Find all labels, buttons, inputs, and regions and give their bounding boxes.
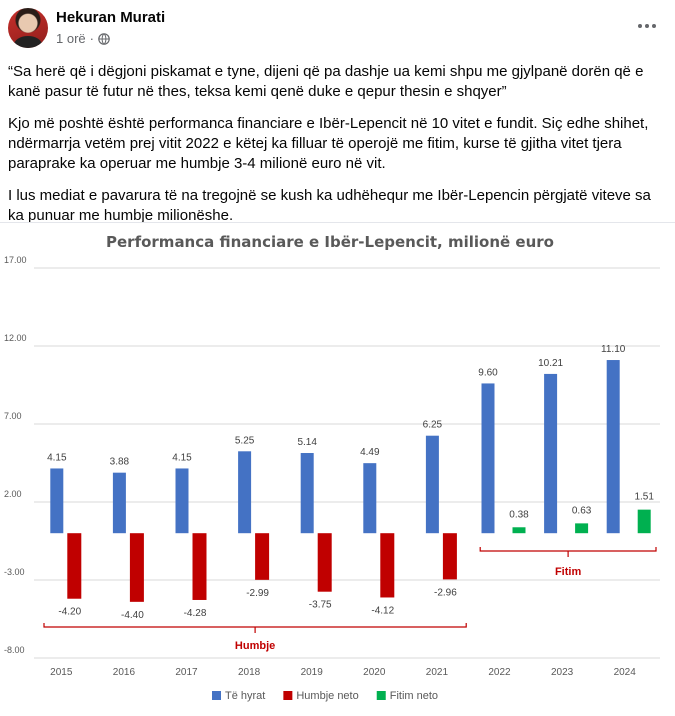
data-label-revenue-2024: 11.10 — [601, 344, 626, 356]
x-tick-label-2017: 2017 — [175, 667, 198, 678]
data-label-revenue-2015: 4.15 — [47, 452, 67, 464]
x-tick-label-2021: 2021 — [425, 667, 449, 678]
financial-performance-chart — [0, 223, 675, 716]
data-label-profit-2024: 1.51 — [634, 491, 654, 503]
data-label-loss-2019: -3.75 — [308, 599, 332, 611]
x-tick-label-2024: 2024 — [613, 667, 636, 678]
bar-revenue-2017 — [176, 468, 189, 533]
data-label-revenue-2020: 4.49 — [360, 447, 380, 459]
data-label-profit-2023: 0.63 — [571, 505, 592, 517]
post-paragraph-3: I lus mediat e pavarura të na tregojnë se kush ka udhëhequr me Ibër-Lepencin përgjatë viteve sa ka punuar me humbje milionëshe. — [8, 187, 651, 224]
data-label-revenue-2022: 9.60 — [478, 367, 498, 379]
post-paragraph-1: “Sa herë që i dëgjoni piskamat e tyne, dijeni që pa dashje ua kemi shpu me gjylpanë dorën që e kanë pasur të futur në thes, teksa kemi qenë duke e qepur thesin e shqyer” — [8, 63, 644, 100]
bar-revenue-2021 — [426, 436, 439, 534]
legend-label-1: Të hyrat — [225, 690, 266, 702]
bar-revenue-2016 — [113, 473, 126, 534]
post-header — [0, 0, 675, 58]
data-label-loss-2017: -4.28 — [183, 607, 207, 619]
y-tick-label: -8.00 — [4, 645, 25, 655]
data-label-revenue-2016: 3.88 — [109, 456, 130, 468]
data-label-revenue-2017: 4.15 — [172, 452, 192, 464]
x-tick-label-2019: 2019 — [300, 667, 323, 678]
globe-icon[interactable] — [98, 33, 110, 45]
bar-revenue-2022 — [482, 383, 495, 533]
legend-swatch-1 — [212, 691, 221, 700]
y-tick-label: -3.00 — [4, 567, 25, 577]
bar-revenue-2023 — [544, 374, 557, 533]
data-label-revenue-2023: 10.21 — [538, 357, 564, 369]
data-label-loss-2015: -4.20 — [58, 606, 82, 618]
meta-separator: · — [89, 31, 94, 46]
avatar[interactable] — [8, 8, 48, 48]
bar-revenue-2024 — [607, 360, 620, 533]
bar-revenue-2015 — [50, 468, 63, 533]
y-tick-label: 12.00 — [4, 333, 27, 343]
data-label-revenue-2021: 6.25 — [422, 419, 443, 431]
y-tick-label: 7.00 — [4, 411, 22, 421]
annotation-bracket-1 — [44, 623, 466, 633]
bar-profit-2024 — [638, 510, 651, 534]
bar-loss-2019 — [318, 533, 332, 592]
bar-loss-2018 — [255, 533, 269, 580]
bar-loss-2020 — [380, 533, 394, 597]
post-time[interactable]: 1 orë — [56, 31, 86, 46]
data-label-revenue-2018: 5.25 — [234, 435, 255, 447]
post-meta — [56, 31, 110, 46]
data-label-loss-2016: -4.40 — [121, 609, 144, 621]
annotation-label-2: Fitim — [554, 566, 582, 578]
bar-profit-2022 — [513, 527, 526, 533]
x-tick-label-2020: 2020 — [363, 667, 386, 678]
chart-title: Performanca financiare e Ibër-Lepencit, milionë euro — [106, 233, 554, 251]
author-name[interactable]: Hekuran Murati — [56, 9, 166, 26]
chart-image[interactable] — [0, 222, 675, 716]
annotation-label-1: Humbje — [234, 640, 276, 652]
x-tick-label-2022: 2022 — [488, 667, 511, 678]
data-label-revenue-2019: 5.14 — [297, 437, 317, 449]
post-paragraph-2: Kjo më poshtë është performanca financiare e Ibër-Lepencit në 10 vitet e fundit. Siç edhe shihet, ndërmarrja vetëm prej vitit 2022 e këtej ka filluar të operojë me fitim, kurse të gjitha vitet tjera paraprake ka operuar me humbje 3-4 milionë euro në vit. — [8, 115, 649, 172]
annotation-bracket-2 — [480, 547, 656, 557]
post-text — [8, 62, 668, 238]
legend-swatch-2 — [283, 691, 292, 700]
bar-revenue-2020 — [363, 463, 376, 533]
y-tick-label: 17.00 — [4, 255, 27, 265]
x-tick-label-2016: 2016 — [112, 667, 136, 678]
data-label-profit-2022: 0.38 — [509, 509, 529, 521]
x-tick-label-2015: 2015 — [50, 667, 73, 678]
more-options-button[interactable] — [633, 14, 661, 38]
bar-revenue-2019 — [301, 453, 314, 533]
y-tick-label: 2.00 — [4, 489, 22, 499]
bar-revenue-2018 — [238, 451, 251, 533]
data-label-loss-2018: -2.99 — [246, 587, 269, 599]
bar-loss-2015 — [67, 533, 81, 599]
x-tick-label-2018: 2018 — [237, 667, 261, 678]
legend-label-3: Fitim neto — [389, 690, 439, 702]
more-options-icon — [638, 24, 642, 28]
legend-label-2: Humbje neto — [296, 690, 359, 702]
legend-swatch-3 — [377, 691, 386, 700]
data-label-loss-2021: -2.96 — [434, 587, 457, 599]
bar-profit-2023 — [575, 523, 588, 533]
bar-loss-2021 — [443, 533, 457, 579]
bar-loss-2016 — [130, 533, 144, 602]
data-label-loss-2020: -4.12 — [371, 605, 395, 617]
bar-loss-2017 — [193, 533, 207, 600]
x-tick-label-2023: 2023 — [550, 667, 574, 678]
